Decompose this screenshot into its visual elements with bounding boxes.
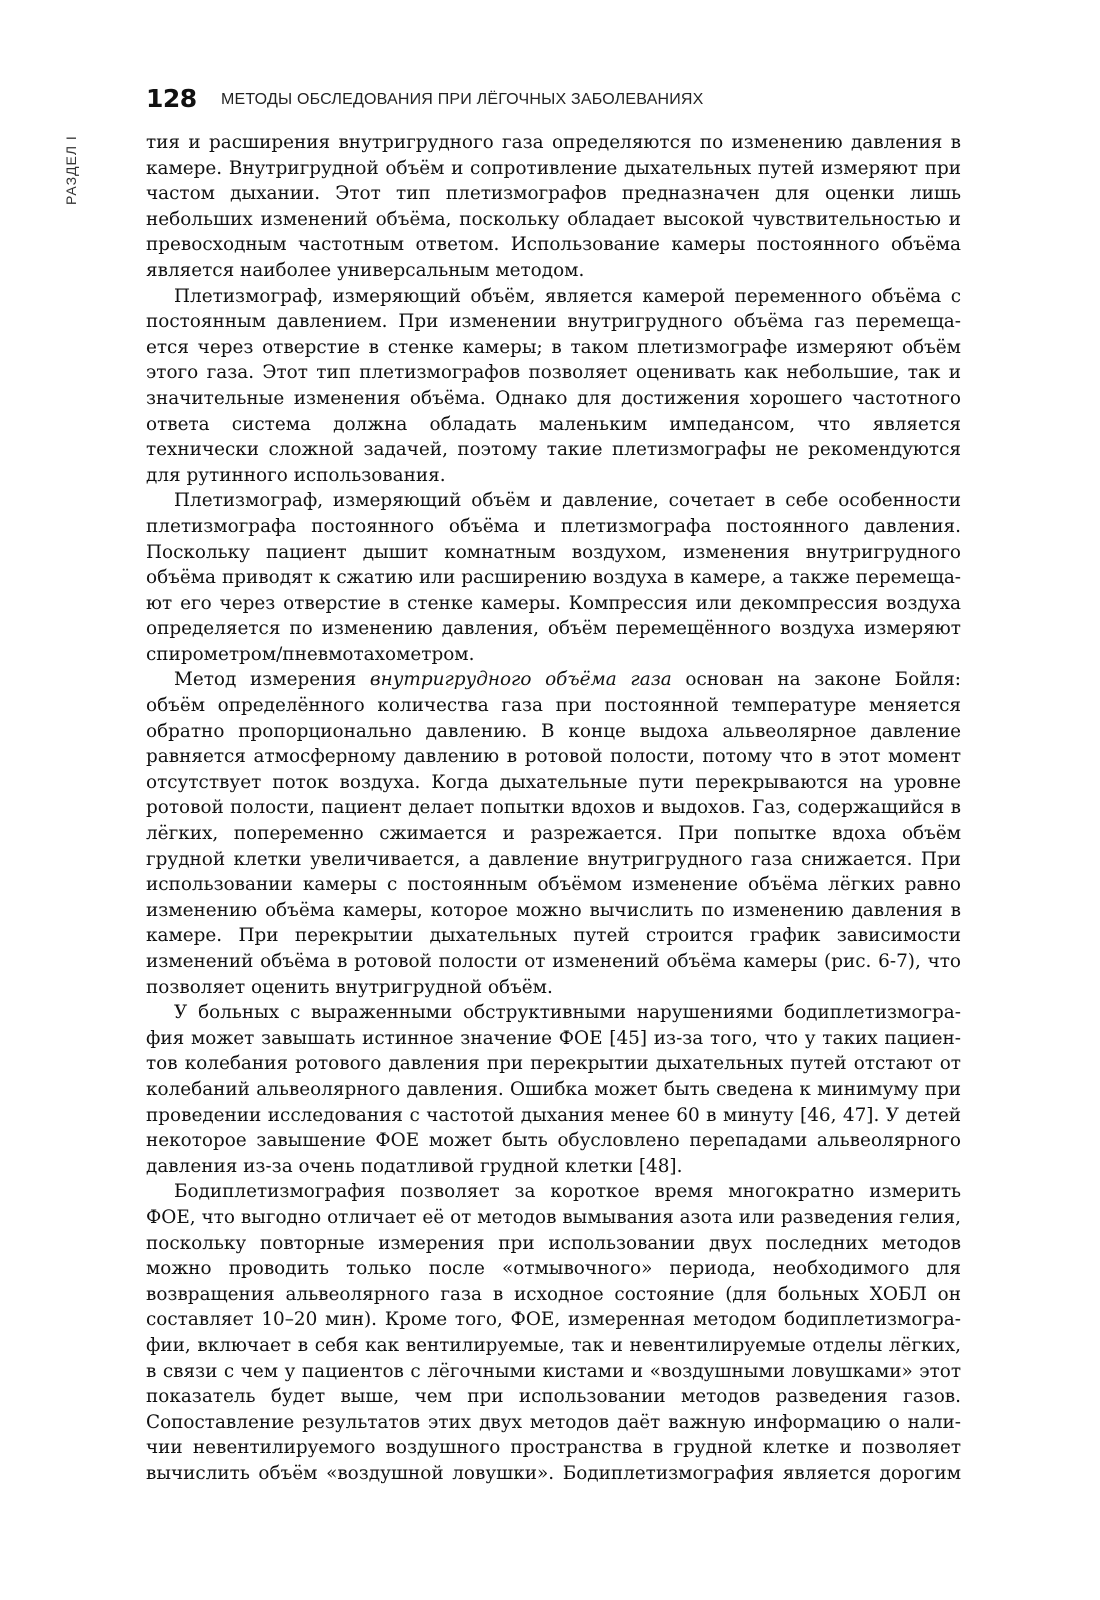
paragraph: У больных с выраженными обструктивными нарушениями бодиплетизмография может завышать истинное значение ФОЕ [45] из-за того, что у таких пациентов колебания ротового давления при перекрытии дыхательных путей отстают от колебаний альвеолярного давления. Ошибка может быть сведена к минимуму при проведении исследования с частотой дыхания менее 60 в минуту [46, 47]. У детей некоторое завышение ФОЕ может быть обусловлено перепадами альвеолярного давления из-за очень податливой грудной клетки [48]. bbox=[146, 1002, 961, 1177]
paragraph: Плетизмограф, измеряющий объём, является камерой переменного объёма с постоянным давлением. При изменении внутригрудного объёма газ перемещается через отверстие в стенке камеры; в таком плетизмографе измеряют объём этого газа. Этот тип плетизмографов позволяет оценивать как небольшие, так и значительные изменения объёма. Однако для достижения хорошего частотного ответа система должна обладать маленьким импедансом, что является технически сложной задачей, поэтому такие плетизмографы не рекомендуются для рутинного использования. bbox=[146, 285, 961, 486]
paragraph-text: Метод измерения bbox=[174, 669, 370, 691]
paragraph: тия и расширения внутригрудного газа определяются по изменению давления в камере. Внутригрудной объём и сопротивление дыхательных путей измеряют при частом дыхании. Этот тип плетизмографов предназначен для оценки лишь небольших изменений объёма, поскольку обладает высокой чувствительностью и превосходным частотным ответом. Использование камеры постоянного объёма является наиболее универсальным методом. bbox=[146, 132, 961, 281]
section-tab: РАЗДЕЛ I bbox=[63, 135, 79, 205]
paragraph: Плетизмограф, измеряющий объём и давление, сочетает в себе особенности плетизмографа постоянного объёма и плетизмографа постоянного давления. Поскольку пациент дышит комнатным воздухом, изменения внутригрудного объёма приводят к сжатию или расширению воздуха в камере, а также перемещают его через отверстие в стенке камеры. Компрессия или декомпрессия воздуха определяется по изменению давления, объём перемещённого воздуха измеряют спирометром/пневмотахометром. bbox=[146, 490, 961, 665]
paragraph bbox=[146, 667, 961, 1000]
emphasized-term: внутригрудного объёма газа bbox=[369, 669, 672, 691]
body-text bbox=[146, 130, 961, 1486]
paragraph-text: основан на законе Бойля: объём определённого количества газа при постоянной температуре меняется обратно пропорционально давлению. В конце выдоха альвеолярное давление равняется атмосферному давлению в ротовой полости, потому что в этот момент отсутствует поток воздуха. Когда дыхательные пути перекрываются на уровне ротовой полости, пациент делает попытки вдохов и выдохов. Газ, содержащийся в лёгких, попеременно сжимается и разрежается. При попытке вдоха объём грудной клетки увеличивается, а давление внутригрудного газа снижается. При использовании камеры с постоянным объёмом изменение объёма лёгких равно изменению объёма камеры, которое можно вычислить по изменению давления в камере. При перекрытии дыхательных путей строится график зависимости изменений объёма в ротовой полости от изменений объёма камеры (рис. 6-7), что позволяет оценить внутригрудной объём. bbox=[146, 669, 961, 998]
running-title: МЕТОДЫ ОБСЛЕДОВАНИЯ ПРИ ЛЁГОЧНЫХ ЗАБОЛЕВАНИЯХ bbox=[221, 91, 704, 108]
paragraph: Бодиплетизмография позволяет за короткое время многократно измерить ФОЕ, что выгодно отличает её от методов вымывания азота или разведения гелия, поскольку повторные измерения при использовании двух последних методов можно проводить только после «отмывочного» периода, необходимого для возвращения альвеолярного газа в исходное состояние (для больных ХОБЛ он составляет 10–20 мин). Кроме того, ФОЕ, измеренная методом бодиплетизмографии, включает в себя как вентилируемые, так и невентилируемые отделы лёгких, в связи с чем у пациентов с лёгочными кистами и «воздушными ловушками» этот показатель будет выше, чем при использовании методов разведения газов. Сопоставление результатов этих двух методов даёт важную информацию о наличии невентилируемого воздушного пространства в грудной клетке и позволяет вычислить объём «воздушной ловушки». Бодиплетизмография является дорогим bbox=[146, 1181, 961, 1484]
page-number: 128 bbox=[146, 84, 197, 113]
